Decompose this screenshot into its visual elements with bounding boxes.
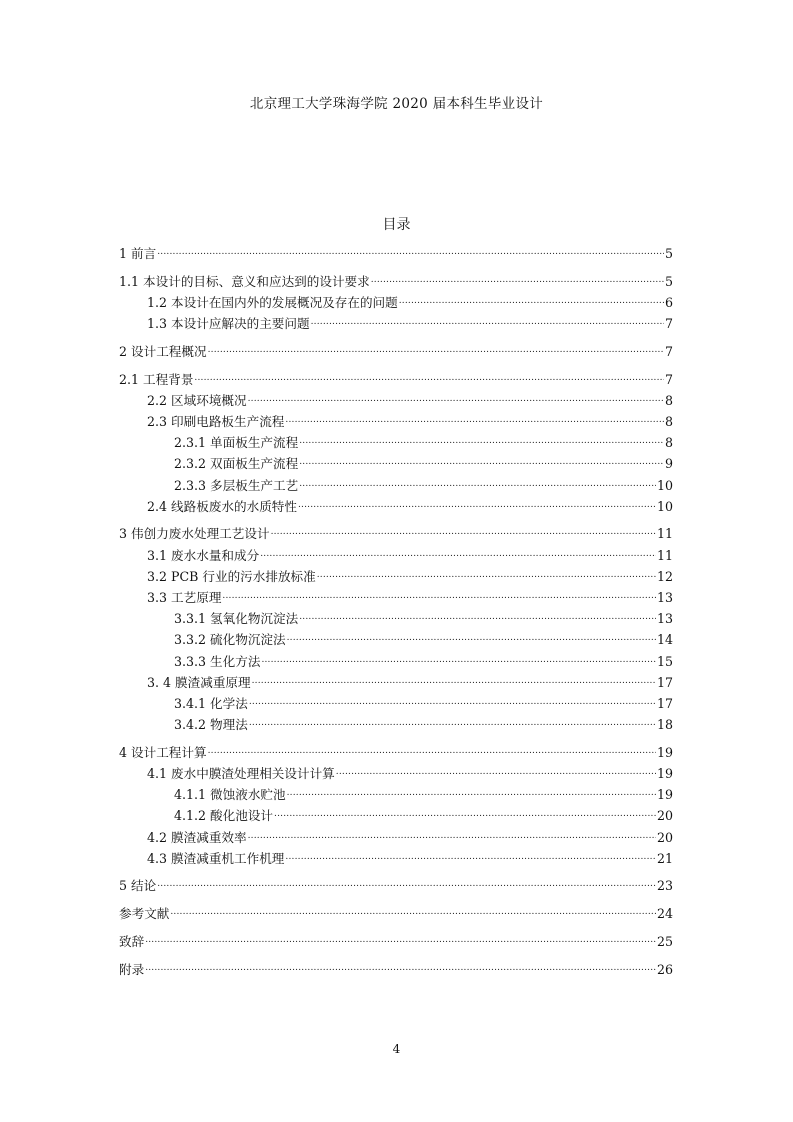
- toc-entry-page: 10: [656, 498, 673, 514]
- toc-leader: [271, 526, 656, 541]
- toc-leader: [287, 632, 656, 647]
- toc-entry[interactable]: [119, 760, 673, 781]
- toc-leader: [299, 611, 656, 626]
- toc-entry[interactable]: [119, 584, 673, 605]
- toc-entry[interactable]: [119, 690, 673, 711]
- toc-entry[interactable]: [119, 408, 673, 429]
- toc-entry-label: 3.2 PCB 行业的污水排放标准: [147, 568, 316, 584]
- toc-leader: [194, 372, 664, 387]
- toc-entry-label: 4 设计工程计算: [119, 744, 207, 760]
- toc-entry-label: 参考文献: [119, 906, 170, 922]
- toc-entry-label: 1.3 本设计应解决的主要问题: [147, 316, 310, 332]
- toc-leader: [249, 696, 656, 711]
- toc-entry-page: 11: [656, 547, 673, 563]
- toc-entry-page: 13: [656, 611, 673, 627]
- toc-entry-label: 2.2 区域环境概况: [147, 392, 247, 408]
- toc-entry-label: 3.4.2 物理法: [174, 717, 248, 733]
- toc-leader: [287, 787, 656, 802]
- toc-leader: [252, 675, 656, 690]
- toc-leader: [208, 745, 656, 760]
- toc-entry-label: 3.3 工艺原理: [147, 590, 222, 605]
- toc-entry-label: 3.3.1 氢氧化物沉淀法: [174, 611, 299, 627]
- toc-entry[interactable]: [119, 541, 673, 562]
- toc-entry-page: 15: [656, 653, 673, 669]
- toc-entry-label: 3.3.3 生化方法: [174, 653, 261, 669]
- toc-entry-page: 11: [656, 526, 673, 542]
- toc-leader: [157, 878, 656, 893]
- toc-entry-label: 4.1 废水中膜渣处理相关设计计算: [147, 766, 335, 781]
- toc-leader: [336, 766, 656, 781]
- toc-entry-page: 19: [656, 766, 673, 781]
- toc-entry-page: 12: [656, 568, 673, 584]
- toc-leader: [299, 435, 664, 450]
- toc-leader: [299, 456, 664, 471]
- toc-entry-page: 7: [664, 316, 673, 332]
- toc-entry[interactable]: [119, 365, 673, 386]
- toc-entry-page: 20: [656, 829, 673, 845]
- toc-entry-page: 13: [656, 590, 673, 605]
- toc-entry-page: 24: [656, 906, 673, 922]
- toc-entry-page: 6: [664, 295, 673, 311]
- toc-entry-label: 4.1.2 酸化池设计: [174, 808, 274, 824]
- toc-entry[interactable]: [119, 845, 673, 866]
- toc-entry[interactable]: [119, 240, 673, 261]
- toc-entry-label: 3.4.1 化学法: [174, 695, 248, 711]
- toc-leader: [157, 246, 664, 261]
- toc-leader: [249, 717, 656, 732]
- toc-entry[interactable]: [119, 605, 673, 626]
- toc-leader: [399, 295, 664, 310]
- toc-entry-page: 9: [664, 456, 673, 472]
- toc-leader: [285, 414, 664, 429]
- toc-entry-page: 8: [664, 414, 673, 429]
- toc-entry[interactable]: [119, 563, 673, 584]
- toc-entry-label: 2.3.1 单面板生产流程: [174, 435, 299, 451]
- toc-entry[interactable]: [119, 955, 673, 976]
- toc-entry-page: 14: [656, 632, 673, 648]
- toc-entry-page: 19: [656, 744, 673, 760]
- toc-entry-page: 25: [656, 933, 673, 949]
- toc-leader: [311, 316, 664, 331]
- toc-leader: [145, 934, 656, 949]
- toc-leader: [248, 393, 664, 408]
- toc-entry-label: 致辞: [119, 933, 145, 949]
- toc-entry-page: 23: [656, 878, 673, 894]
- toc-entry[interactable]: [119, 450, 673, 471]
- toc-entry[interactable]: [119, 802, 673, 823]
- toc-entry[interactable]: [119, 289, 673, 310]
- toc-entry[interactable]: [119, 493, 673, 514]
- toc-entry-page: 26: [656, 961, 673, 977]
- toc-entry-label: 3.1 废水水量和成分: [147, 547, 260, 563]
- toc-entry-page: 8: [664, 435, 673, 451]
- toc-entry[interactable]: [119, 647, 673, 668]
- toc-entry-label: 2.3.2 双面板生产流程: [174, 456, 299, 472]
- toc-entry-label: 3. 4 膜渣减重原理: [147, 674, 251, 690]
- toc-entry-label: 2.3.3 多层板生产工艺: [174, 477, 299, 493]
- toc-entry-page: 10: [656, 477, 673, 493]
- toc-entry-label: 3.3.2 硫化物沉淀法: [174, 632, 286, 648]
- toc-entry[interactable]: [119, 268, 673, 289]
- toc-entry[interactable]: [119, 928, 673, 949]
- toc-entry[interactable]: [119, 711, 673, 732]
- toc-entry-label: 4.2 膜渣减重效率: [147, 829, 247, 845]
- toc-entry-page: 5: [664, 246, 673, 262]
- page-header: 北京理工大学珠海学院 2020 届本科生毕业设计: [249, 96, 544, 112]
- toc-entry[interactable]: [119, 471, 673, 492]
- toc-leader: [170, 906, 656, 921]
- toc-entry-label: 2 设计工程概况: [119, 343, 207, 359]
- toc-entry-page: 5: [664, 273, 673, 289]
- page-number: 4: [392, 1042, 401, 1056]
- toc-entry-label: 1.1 本设计的目标、意义和应达到的设计要求: [119, 273, 370, 289]
- toc-entry-label: 2.1 工程背景: [119, 371, 194, 387]
- toc-entry[interactable]: [119, 520, 673, 541]
- toc-leader: [208, 344, 664, 359]
- toc-entry[interactable]: [119, 669, 673, 690]
- table-of-contents: [119, 240, 673, 977]
- toc-entry-page: 21: [656, 850, 673, 866]
- toc-entry[interactable]: [119, 872, 673, 893]
- toc-leader: [317, 569, 656, 584]
- toc-leader: [261, 654, 656, 669]
- toc-entry-label: 4.3 膜渣减重机工作机理: [147, 850, 285, 866]
- toc-entry[interactable]: [119, 900, 673, 921]
- toc-entry-label: 4.1.1 微蚀液水贮池: [174, 787, 286, 803]
- toc-entry-label: 5 结论: [119, 878, 157, 894]
- toc-entry-label: 1.2 本设计在国内外的发展概况及存在的问题: [147, 295, 398, 311]
- toc-entry-label: 2.3 印刷电路板生产流程: [147, 414, 285, 429]
- toc-entry-page: 8: [664, 392, 673, 408]
- toc-entry-page: 17: [656, 674, 673, 690]
- toc-entry-label: 1 前言: [119, 246, 157, 262]
- toc-leader: [371, 274, 664, 289]
- toc-leader: [222, 590, 656, 605]
- toc-entry[interactable]: [119, 387, 673, 408]
- toc-entry[interactable]: [119, 781, 673, 802]
- toc-leader: [248, 830, 656, 845]
- toc-entry-page: 7: [664, 343, 673, 359]
- toc-entry[interactable]: [119, 338, 673, 359]
- toc-entry-label: 附录: [119, 961, 145, 977]
- toc-entry-label: 3 伟创力废水处理工艺设计: [119, 526, 270, 542]
- toc-leader: [285, 851, 656, 866]
- toc-entry[interactable]: [119, 310, 673, 331]
- toc-entry[interactable]: [119, 739, 673, 760]
- toc-leader: [260, 548, 656, 563]
- toc-leader: [299, 478, 656, 493]
- toc-entry[interactable]: [119, 823, 673, 844]
- toc-entry[interactable]: [119, 429, 673, 450]
- toc-entry[interactable]: [119, 626, 673, 647]
- toc-entry-page: 20: [656, 808, 673, 824]
- toc-leader: [298, 499, 656, 514]
- toc-leader: [274, 808, 656, 823]
- toc-leader: [145, 962, 656, 977]
- toc-entry-page: 17: [656, 695, 673, 711]
- toc-entry-page: 7: [664, 371, 673, 387]
- toc-title: 目录: [382, 217, 411, 233]
- toc-entry-label: 2.4 线路板废水的水质特性: [147, 498, 297, 514]
- toc-entry-page: 18: [656, 717, 673, 733]
- toc-entry-page: 19: [656, 787, 673, 803]
